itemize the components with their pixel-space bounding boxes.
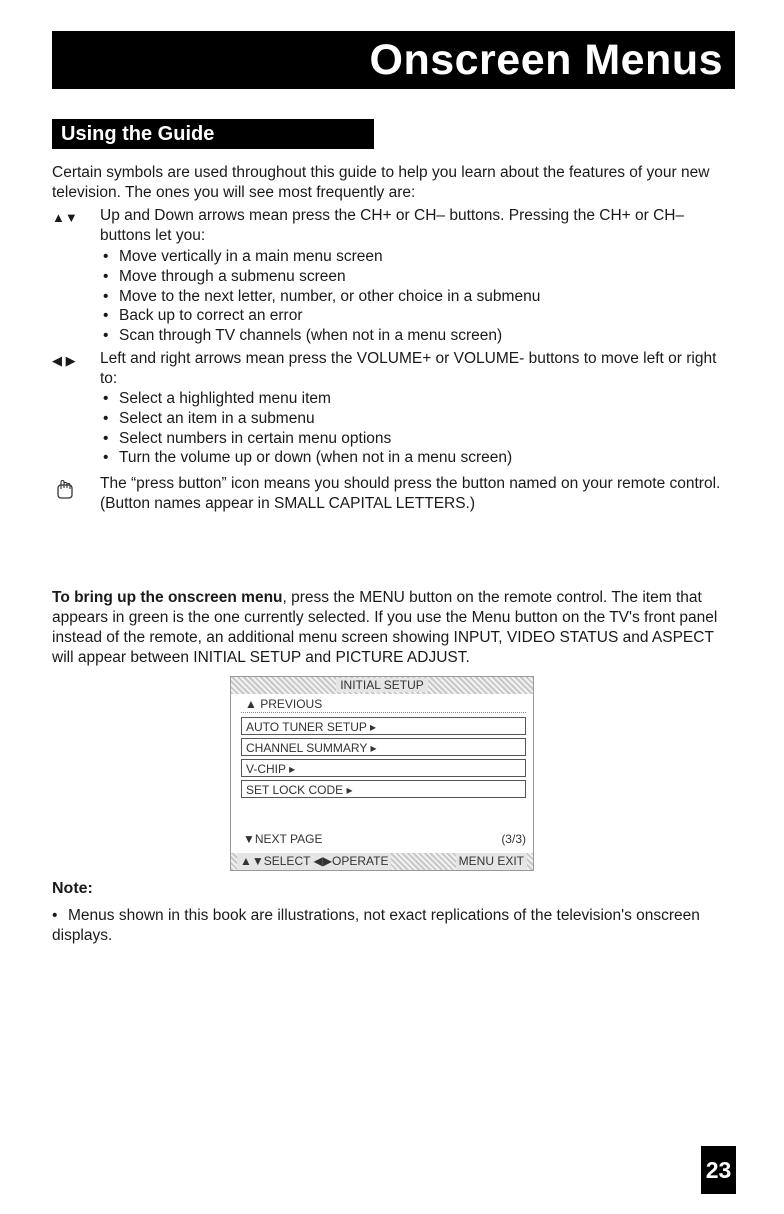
- bring-up-bold: To bring up the onscreen menu: [52, 589, 283, 606]
- note-text: [52, 906, 732, 946]
- menu-item-channel-summary: CHANNEL SUMMARY ▸: [241, 738, 526, 756]
- menu-next-label: ▼NEXT PAGE: [243, 832, 323, 846]
- menu-title-bar: [231, 677, 533, 694]
- note-content: Menus shown in this book are illustrations, not exact replications of the television's onscreen displays.: [52, 907, 700, 944]
- menu-footer-bar: [231, 853, 533, 870]
- list-item: • Move through a submenu screen: [100, 267, 540, 287]
- list-item: • Select an item in a submenu: [100, 409, 512, 429]
- menu-item-auto-tuner-setup: AUTO TUNER SETUP ▸: [241, 717, 526, 735]
- press-button-text: The “press button” icon means you should press the button named on your remote control. (Button names appear in SMALL CAPITAL LETTERS.): [100, 475, 721, 512]
- leftright-bullets: [100, 389, 512, 468]
- note-label: Note:: [52, 880, 93, 897]
- bring-up-paragraph: [52, 588, 732, 668]
- list-item: • Move to the next letter, number, or other choice in a submenu: [100, 287, 540, 307]
- list-item: • Scan through TV channels (when not in a menu screen): [100, 326, 540, 346]
- page-title: Onscreen Menus: [369, 35, 723, 84]
- menu-next-page: [241, 830, 526, 848]
- section-title: Using the Guide: [52, 119, 374, 149]
- list-item: • Turn the volume up or down (when not in a menu screen): [100, 448, 512, 468]
- list-item: • Move vertically in a main menu screen: [100, 247, 540, 267]
- leftright-text: Left and right arrows mean press the VOLUME+ or VOLUME- buttons to move left or right to:: [100, 350, 717, 387]
- menu-footer-right: MENU EXIT: [456, 853, 527, 870]
- updown-bullets: [100, 247, 540, 346]
- menu-footer-left: ▲▼SELECT ◀▶OPERATE: [237, 853, 391, 870]
- menu-item-v-chip: V-CHIP ▸: [241, 759, 526, 777]
- press-button-icon: [54, 476, 76, 500]
- updown-text: Up and Down arrows mean press the CH+ or CH– buttons. Pressing the CH+ or CH– buttons let you:: [100, 207, 685, 244]
- left-right-arrows-icon: ◀ ▶: [52, 353, 76, 368]
- bring-up-text: , press the MENU button on the remote control. The item that appears in green is the one currently selected. If you use the Menu button on the TV's front panel instead of the remote, an additional menu screen showing INPUT, VIDEO STATUS and ASPECT will appear between INITIAL SETUP and PICTURE ADJUST.: [52, 589, 718, 666]
- menu-previous: ▲ PREVIOUS: [241, 695, 526, 713]
- menu-page-indicator: (3/3): [501, 832, 526, 846]
- bullet-icon: •: [52, 907, 58, 924]
- menu-item-set-lock-code: SET LOCK CODE ▸: [241, 780, 526, 798]
- list-item: • Select a highlighted menu item: [100, 389, 512, 409]
- page-number: 23: [701, 1146, 736, 1194]
- list-item: • Back up to correct an error: [100, 306, 540, 326]
- header-bar: [52, 31, 735, 89]
- intro-paragraph: Certain symbols are used throughout this guide to help you learn about the features of your new television. The ones you will see most frequently are:: [52, 164, 710, 201]
- menu-title: INITIAL SETUP: [336, 678, 428, 692]
- menu-illustration: [230, 676, 534, 871]
- list-item: • Select numbers in certain menu options: [100, 429, 512, 449]
- up-down-arrows-icon: ▲▼: [52, 210, 78, 225]
